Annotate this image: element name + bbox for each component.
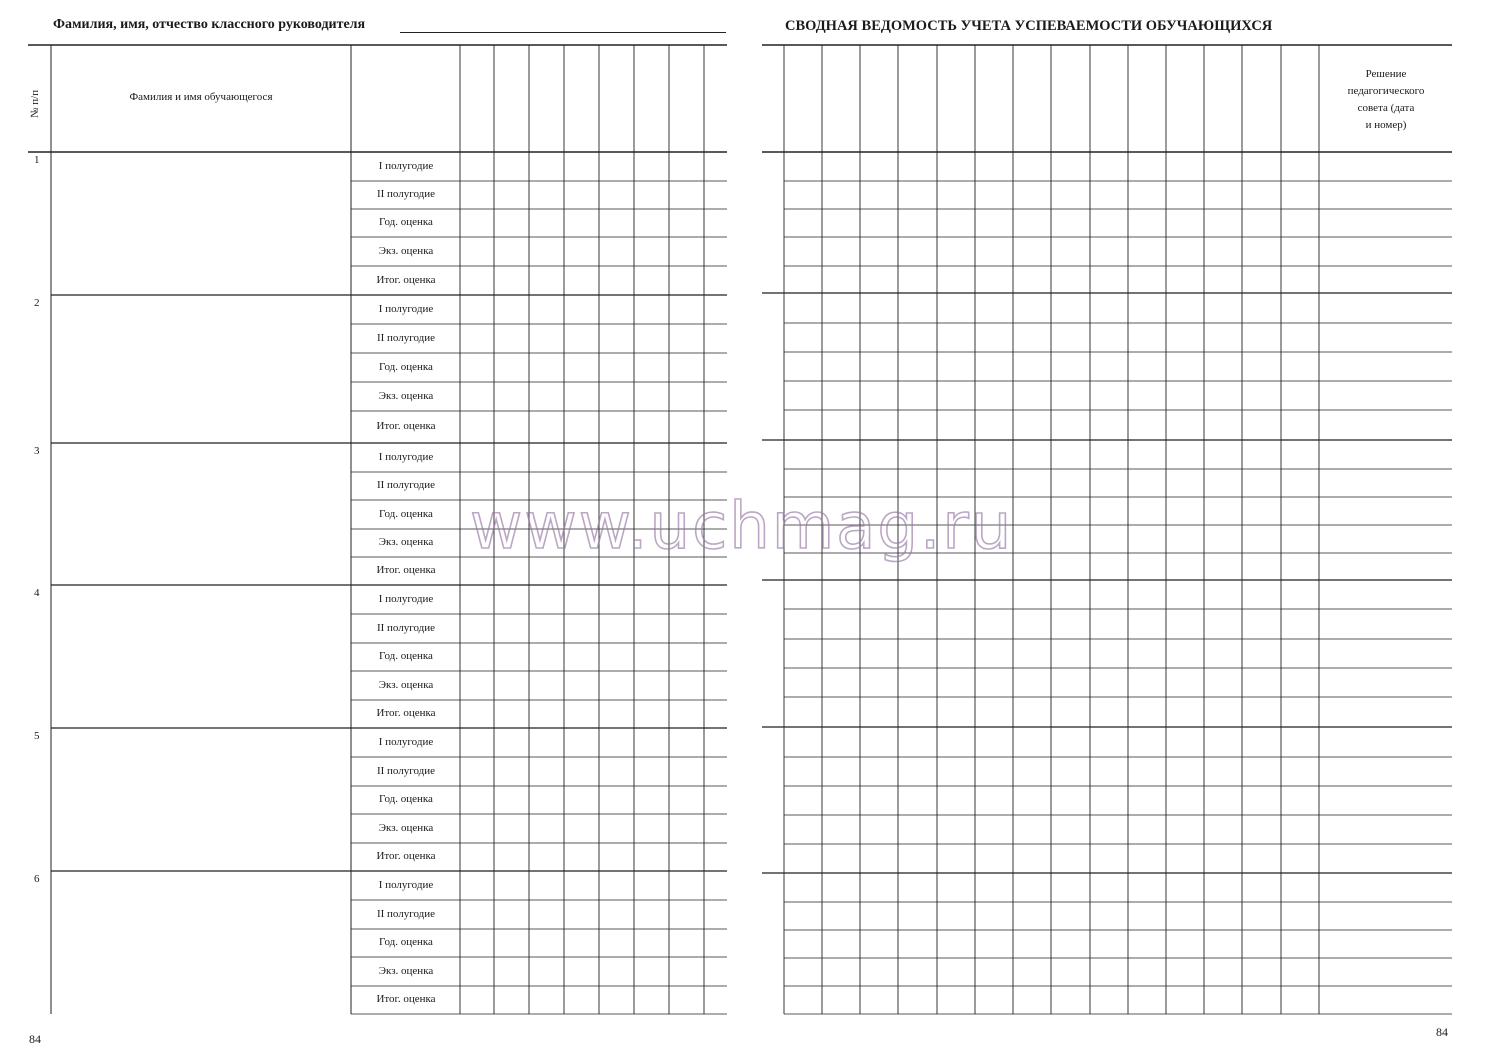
grade-row-label: Итог. оценка	[376, 850, 436, 862]
student-number: 2	[34, 297, 40, 309]
decision-header-line-4: и номер)	[1365, 119, 1407, 131]
grade-row-label: I полугодие	[378, 593, 434, 605]
student-number: 5	[34, 730, 40, 742]
left-page-number: 84	[29, 1032, 41, 1046]
student-number: 3	[34, 445, 40, 457]
grade-row-label: Экз. оценка	[378, 390, 434, 402]
student-name-cell[interactable]	[52, 153, 350, 294]
grade-row-label: Экз. оценка	[378, 965, 434, 977]
student-name-column-header: Фамилия и имя обучающегося	[129, 91, 273, 103]
student-name-cell[interactable]	[52, 296, 350, 442]
grade-row-label: Год. оценка	[379, 216, 433, 228]
grade-row-label: II полугодие	[376, 908, 436, 920]
grade-row-label: Экз. оценка	[378, 536, 434, 548]
grade-row-label: Итог. оценка	[376, 564, 436, 576]
grade-row-label: Итог. оценка	[376, 274, 436, 286]
grade-row-label: I полугодие	[378, 160, 434, 172]
grade-row-label: II полугодие	[376, 479, 436, 491]
grade-row-label: I полугодие	[378, 879, 434, 891]
student-number: 4	[34, 587, 40, 599]
student-name-cell[interactable]	[52, 444, 350, 584]
teacher-council-decision-header	[1320, 66, 1452, 134]
number-column-header: № п/п	[29, 89, 41, 118]
grade-row-label: Год. оценка	[379, 936, 433, 948]
grade-row-label: I полугодие	[378, 451, 434, 463]
student-name-cell[interactable]	[52, 872, 350, 1013]
grade-row-label: Год. оценка	[379, 361, 433, 373]
student-number: 6	[34, 873, 40, 885]
grade-row-label: II полугодие	[376, 622, 436, 634]
grade-row-label: Итог. оценка	[376, 707, 436, 719]
grade-row-label: Год. оценка	[379, 508, 433, 520]
right-page-number: 84	[1436, 1025, 1448, 1039]
grade-row-label: Год. оценка	[379, 650, 433, 662]
grade-row-label: II полугодие	[376, 188, 436, 200]
grade-row-label: I полугодие	[378, 736, 434, 748]
grade-row-label: Экз. оценка	[378, 245, 434, 257]
grade-row-label: Итог. оценка	[376, 993, 436, 1005]
grade-row-label: Экз. оценка	[378, 822, 434, 834]
student-name-cell[interactable]	[52, 586, 350, 727]
grade-row-label: Экз. оценка	[378, 679, 434, 691]
decision-header-line-3: совета (дата	[1357, 102, 1415, 114]
decision-header-line-2: педагогического	[1347, 85, 1425, 97]
grade-row-label: Год. оценка	[379, 793, 433, 805]
summary-title: СВОДНАЯ ВЕДОМОСТЬ УЧЕТА УСПЕВАЕМОСТИ ОБУЧАЮЩИХСЯ	[785, 18, 1273, 34]
decision-header-line-1: Решение	[1365, 68, 1407, 80]
grade-row-label: II полугодие	[376, 332, 436, 344]
student-number: 1	[34, 154, 40, 166]
grade-row-label: Итог. оценка	[376, 420, 436, 432]
grade-row-label: II полугодие	[376, 765, 436, 777]
grade-row-label: I полугодие	[378, 303, 434, 315]
watermark: www.uchmag.ru	[470, 490, 1014, 564]
student-name-cell[interactable]	[52, 729, 350, 870]
teacher-label: Фамилия, имя, отчество классного руководителя	[53, 17, 366, 32]
